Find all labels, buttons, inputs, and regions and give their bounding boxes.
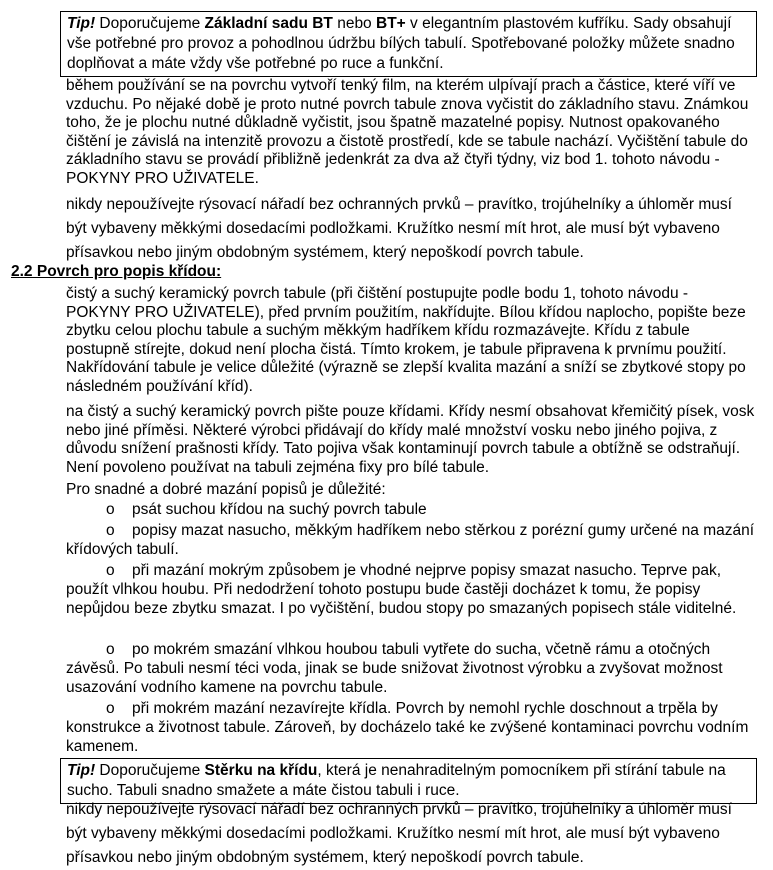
tip-text: nebo <box>332 15 376 32</box>
list-item <box>66 699 756 756</box>
paragraph-chalking: čistý a suchý keramický povrch tabule (při čištění postupujte podle bodu 1, tohoto návodu - POKYNY PRO UŽIVATELE), před prvním použitím, nakřídujte. Bílou křídou naplocho, popište beze zbytku celou plochu tabule a suchým měkkým hadříkem křídu rozmazávejte. Křídu z tabule postupně stírejte, dokud není plocha čistá. Tímto krokem, je tabule připravena k prvnímu použití. Nakřídování tabule je velice důležité (výrazně se zlepší kvalita mazání a sníží se zbytkové stopy po následném používání kříd). <box>66 285 746 395</box>
tip-text: Doporučujeme <box>95 15 205 32</box>
list-item-text: popisy mazat nasucho, měkkým hadříkem nebo stěrkou z porézní gumy určené na mazání křídových tabulí. <box>66 522 755 558</box>
tip-label: Tip! <box>67 15 96 32</box>
list-item <box>66 561 756 618</box>
tip-text: v elegantním plastovém kufříku. Sady obsahují vše potřebné pro provoz a pohodlnou údržbu bílých tabulí. Spotřebované položky můžete snadno doplňovat a máte vždy vše potřebné po ruce a funkční. <box>67 15 735 72</box>
tip-product: Základní sadu BT <box>204 15 333 32</box>
list-item-text: psát suchou křídou na suchý povrch tabule <box>132 501 427 518</box>
paragraph-film: během používání se na povrchu vytvoří tenký film, na kterém ulpívají prach a částice, které víří ve vzduchu. Po nějaké době je proto nutné povrch tabule znova vyčistit do základního stavu. Známkou toho, že je plochu nutné důkladně vyčistit, jsou špatně mazatelné popisy. Nutnost opakovaného čištění je závislá na intenzitě provozu a čistotě prostředí, kde se tabule nachází. Vyčištění tabule do základního stavu se provádí přibližně jedenkrát za dva až čtyři týdny, viz bod 1. tohoto návodu - POKYNY PRO UŽIVATELE. <box>66 77 749 187</box>
bullet-mark: o <box>106 501 115 518</box>
paragraph-tools-repeat: nikdy nepoužívejte rýsovací nářadí bez ochranných prvků – pravítko, trojúhelníky a úhloměr musí být vybaveny měkkými dosedacími podložkami. Kružítko nesmí mít hrot, ale musí být vybaveno přísavkou nebo jiným obdobným systémem, který nepoškodí povrch tabule. <box>66 801 732 866</box>
list-item-text: po mokrém smazání vlhkou houbou tabuli vytřete do sucha, včetně rámu a otočných závěsů. Po tabuli nesmí téci voda, jinak se bude snižovat životnost výrobku a zvyšovat možnost usazování vodního kamene na povrchu tabule. <box>66 641 723 696</box>
paragraph-chalk-only: na čistý a suchý keramický povrch pište pouze křídami. Křídy nesmí obsahovat křemičitý písek, vosk nebo jiné příměsi. Některé výrobci přidávají do křídy malé množství vosku nebo jiného pojiva, z důvodu snížení prašnosti křídy. Tato pojiva však kontaminují povrch tabule a obtížně se odstraňují. Není povoleno používat na tabuli zejména fixy pro bílé tabule. <box>66 403 755 476</box>
tip-box-sets <box>60 11 757 77</box>
tip-product: Stěrku na křídu <box>204 762 318 779</box>
section-heading: 2.2 Povrch pro popis křídou: <box>11 263 222 280</box>
tip-text: Doporučujeme <box>95 762 205 779</box>
list-item <box>66 521 756 559</box>
list-item-text: při mokrém mazání nezavírejte křídla. Povrch by nemohl rychle doschnout a trpěla by konstrukce a životnost tabule. Zároveň, by docházelo také ke zvýšené kontaminaci povrchu vodním kamenem. <box>66 700 749 755</box>
list-item <box>66 640 756 697</box>
bullet-mark: o <box>106 700 115 717</box>
bullet-mark: o <box>106 641 115 658</box>
list-item-text: při mazání mokrým způsobem je vhodné nejprve popisy smazat nasucho. Teprve pak, použít vlhkou houbu. Při nedodržení tohoto postupu bude častěji docházet k tomu, že popisy nepůjdou beze zbytku smazat. I po vyčištění, budou stopy po smazaných popisech stále viditelné. <box>66 562 737 617</box>
tip-label: Tip! <box>67 762 96 779</box>
bullet-mark: o <box>106 522 115 539</box>
tip-product: BT+ <box>376 15 406 32</box>
list-item <box>66 500 756 519</box>
paragraph-tools: nikdy nepoužívejte rýsovací nářadí bez ochranných prvků – pravítko, trojúhelníky a úhloměr musí být vybaveny měkkými dosedacími podložkami. Kružítko nesmí mít hrot, ale musí být vybaveno přísavkou nebo jiným obdobným systémem, který nepoškodí povrch tabule. <box>66 196 732 261</box>
paragraph-intro-list: Pro snadné a dobré mazání popisů je důležité: <box>66 481 386 498</box>
bullet-mark: o <box>106 562 115 579</box>
tip-text: , která je nenahraditelným pomocníkem při stírání tabule na sucho. Tabuli snadno smažete a máte čistou tabuli i ruce. <box>67 762 726 799</box>
